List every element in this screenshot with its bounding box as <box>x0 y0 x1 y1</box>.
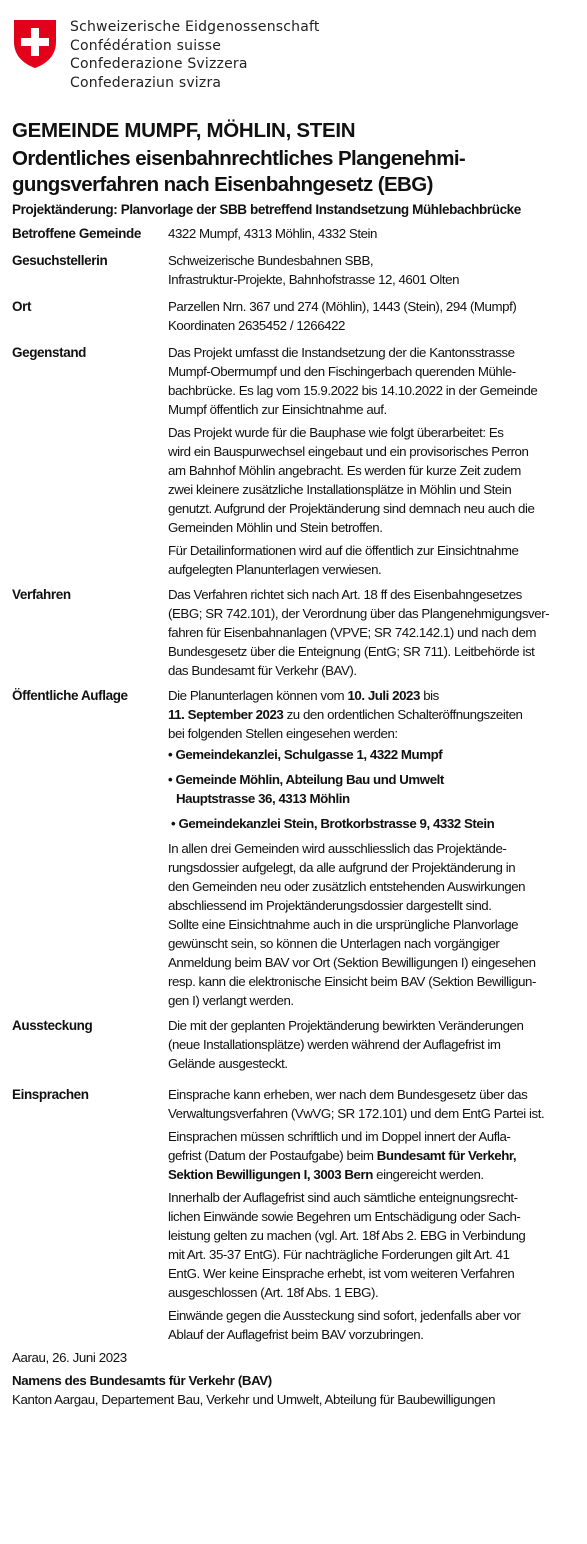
text-line: Ablauf der Auflagefrist beim BAV vorzubringen. <box>168 1327 424 1342</box>
authority-address: Sektion Bewilligungen I, 3003 Bern <box>168 1167 373 1182</box>
text-run: bis <box>419 688 439 703</box>
end-date: 11. September 2023 <box>168 707 284 722</box>
text-line: Das Projekt umfasst die Instandsetzung der die Kantonsstrasse <box>168 345 515 360</box>
section-label: Gegenstand <box>12 345 87 360</box>
section-betroffene <box>12 224 575 243</box>
section-label: Betroffene Gemeinde <box>12 226 141 241</box>
federal-name-it: Confederazione Svizzera <box>70 56 248 72</box>
text-line: zwei kleinere zusätzliche Installationsplätze in Möhlin und Stein <box>168 482 512 497</box>
text-line: • Gemeindekanzlei Stein, Brotkorbstrasse 9, 4332 Stein <box>171 816 495 831</box>
text-run: eingereicht werden. <box>372 1167 484 1182</box>
text-run: gefrist (Datum der Postaufgabe) beim <box>168 1148 377 1163</box>
authority-name: Bundesamt für Verkehr, <box>376 1148 517 1163</box>
section-content <box>168 297 575 335</box>
section-aussteckung <box>12 1016 575 1077</box>
text-line: am Bahnhof Möhlin angebracht. Es werden für kurze Zeit zudem <box>168 463 521 478</box>
text-line: Das Projekt wurde für die Bauphase wie folgt überarbeitet: Es <box>168 425 504 440</box>
text-line: Einsprache kann erheben, wer nach dem Bundesgesetz über das <box>168 1087 528 1102</box>
section-content <box>168 585 575 684</box>
text-line: den Gemeinden neu oder zusätzlich entstehenden Auswirkungen <box>168 879 526 894</box>
paragraph <box>168 343 575 419</box>
text-line: Mumpf öffentlich zur Einsichtnahme auf. <box>168 402 387 417</box>
paragraph <box>168 1127 575 1184</box>
text-line: genutzt. Aufgrund der Projektänderung sind demnach neu auch die <box>168 501 535 516</box>
text-run: zu den ordentlichen Schalteröffnungszeiten <box>283 707 523 722</box>
section-gegenstand <box>12 343 575 583</box>
section-gesuchstellerin <box>12 251 575 289</box>
start-date: 10. Juli 2023 <box>347 688 420 703</box>
text-line: Einwände gegen die Aussteckung sind sofort, jedenfalls aber vor <box>168 1308 521 1323</box>
section-auflage <box>12 686 575 1014</box>
text-run: Die Planunterlagen können vom <box>168 688 348 703</box>
section-label: Gesuchstellerin <box>12 253 108 268</box>
section-ort <box>12 297 575 335</box>
text-line: Für Detailinformationen wird auf die öffentlich zur Einsichtnahme <box>168 543 519 558</box>
text-line: Parzellen Nrn. 367 und 274 (Möhlin), 1443 (Stein), 294 (Mumpf) <box>168 299 517 314</box>
section-label: Öffentliche Auflage <box>12 688 128 703</box>
location-item <box>168 814 575 833</box>
federal-name-fr: Confédération suisse <box>70 37 222 54</box>
text-line <box>168 686 575 705</box>
paragraph <box>168 1085 575 1123</box>
text-line: Innerhalb der Auflagefrist sind auch sämtliche enteignungsrecht- <box>168 1190 518 1205</box>
text-line: bei folgenden Stellen eingesehen werden: <box>168 726 398 741</box>
paragraph <box>168 1016 575 1073</box>
text-line: Mumpf-Obermumpf und den Fischingerbach querenden Mühle- <box>168 364 516 379</box>
text-line: Bundesgesetz über die Enteignung (EntG; SR 711). Leitbehörde ist <box>168 644 535 659</box>
text-line: mit Art. 35-37 EntG). Für nachträgliche Forderungen gilt Art. 41 <box>168 1247 510 1262</box>
paragraph <box>168 1188 575 1302</box>
notice-footer <box>12 1348 575 1409</box>
text-line: Gelände ausgesteckt. <box>168 1056 288 1071</box>
paragraph <box>168 585 575 680</box>
text-line: lichen Einwände sowie Begehren um Entschädigung oder Sach- <box>168 1209 521 1224</box>
text-line: Verwaltungsverfahren (VwVG; SR 172.101) und dem EntG Partei ist. <box>168 1106 545 1121</box>
text-line: Die mit der geplanten Projektänderung bewirkten Veränderungen <box>168 1018 524 1033</box>
paragraph <box>168 839 575 1010</box>
text-line: resp. kann die elektronische Einsicht beim BAV (Sektion Bewilligun- <box>168 974 536 989</box>
notice-subtitle: Projektänderung: Planvorlage der SBB betreffend Instandsetzung Mühlebachbrücke <box>12 202 521 217</box>
paragraph <box>168 1306 575 1344</box>
text-line: leistung gelten zu machen (vgl. Art. 18f Abs 2. EBG in Verbindung <box>168 1228 526 1243</box>
headline-line: gungsverfahren nach Eisenbahngesetz (EBG) <box>12 173 433 196</box>
text-line: Einsprachen müssen schriftlich und im Doppel innert der Aufla- <box>168 1129 511 1144</box>
text-line: • Gemeinde Möhlin, Abteilung Bau und Umwelt <box>168 772 444 787</box>
notice-headline <box>12 146 575 198</box>
paragraph <box>168 423 575 537</box>
section-einsprachen <box>12 1085 575 1348</box>
community-heading: GEMEINDE MUMPF, MÖHLIN, STEIN <box>12 119 356 142</box>
text-line: Gemeinden Möhlin und Stein betroffen. <box>168 520 383 535</box>
text-line: gen I) verlangt werden. <box>168 993 294 1008</box>
text-line: bachbrücke. Es lag vom 15.9.2022 bis 14.10.2022 in der Gemeinde <box>168 383 538 398</box>
text-line: Infrastruktur-Projekte, Bahnhofstrasse 12, 4601 Olten <box>168 272 460 287</box>
federal-header <box>12 0 575 94</box>
text-line: wird ein Bauspurwechsel eingebaut und ein provisorisches Perron <box>168 444 529 459</box>
section-label: Verfahren <box>12 587 71 602</box>
text-line: Koordinaten 2635452 / 1266422 <box>168 318 345 333</box>
text-line: • Gemeindekanzlei, Schulgasse 1, 4322 Mumpf <box>168 747 443 762</box>
text-line: das Bundesamt für Verkehr (BAV). <box>168 663 357 678</box>
text-line: Sollte eine Einsichtnahme auch in die ursprüngliche Planvorlage <box>168 917 519 932</box>
section-label: Ort <box>12 299 32 314</box>
text-line: 4322 Mumpf, 4313 Möhlin, 4332 Stein <box>168 226 377 241</box>
federal-name-de: Schweizerische Eidgenossenschaft <box>70 19 320 35</box>
place-date: Aarau, 26. Juni 2023 <box>12 1350 127 1365</box>
section-verfahren <box>12 585 575 684</box>
text-line: (EBG; SR 742.101), der Verordnung über das Plangenehmigungsver- <box>168 606 550 621</box>
swiss-crest-icon <box>12 18 58 70</box>
text-line: aufgelegten Planunterlagen verwiesen. <box>168 562 382 577</box>
headline-line: Ordentliches eisenbahnrechtliches Plangenehmi- <box>12 147 466 170</box>
text-line: ausgeschlossen (Art. 18f Abs. 1 EBG). <box>168 1285 379 1300</box>
text-line: rungsdossier aufgelegt, da alle aufgrund der Projektänderung in <box>168 860 516 875</box>
section-content <box>168 686 575 1014</box>
authority-line: Kanton Aargau, Departement Bau, Verkehr und Umwelt, Abteilung für Baubewilligungen <box>12 1392 496 1407</box>
text-line: abschliessend im Projektänderungsdossier dargestellt sind. <box>168 898 492 913</box>
location-item <box>168 770 575 808</box>
text-line: fahren für Eisenbahnanlagen (VPVE; SR 742.142.1) und nach dem <box>168 625 537 640</box>
text-line <box>168 705 575 724</box>
text-line: Anmeldung beim BAV vor Ort (Sektion Bewilligungen I) eingesehen <box>168 955 536 970</box>
text-line: In allen drei Gemeinden wird ausschliesslich das Projektände- <box>168 841 507 856</box>
text-line: Das Verfahren richtet sich nach Art. 18 ff des Eisenbahngesetzes <box>168 587 522 602</box>
section-content <box>168 343 575 583</box>
text-line: (neue Installationsplätze) werden während der Auflagefrist im <box>168 1037 501 1052</box>
text-line: Schweizerische Bundesbahnen SBB, <box>168 253 374 268</box>
section-label: Aussteckung <box>12 1018 93 1033</box>
federal-names <box>70 18 320 92</box>
federal-name-rm: Confederaziun svizra <box>70 74 222 91</box>
section-label: Einsprachen <box>12 1087 89 1102</box>
section-content <box>168 1016 575 1077</box>
section-content <box>168 1085 575 1348</box>
location-item <box>168 745 575 764</box>
signature-line: Namens des Bundesamts für Verkehr (BAV) <box>12 1373 272 1388</box>
section-content <box>168 224 575 243</box>
text-line: EntG. Wer keine Einsprache erhebt, ist vom weiteren Verfahren <box>168 1266 515 1281</box>
text-line: Hauptstrasse 36, 4313 Möhlin <box>176 791 350 806</box>
paragraph <box>168 541 575 579</box>
section-content <box>168 251 575 289</box>
text-line: gewünscht sein, so können die Unterlagen nach vorgängiger <box>168 936 500 951</box>
